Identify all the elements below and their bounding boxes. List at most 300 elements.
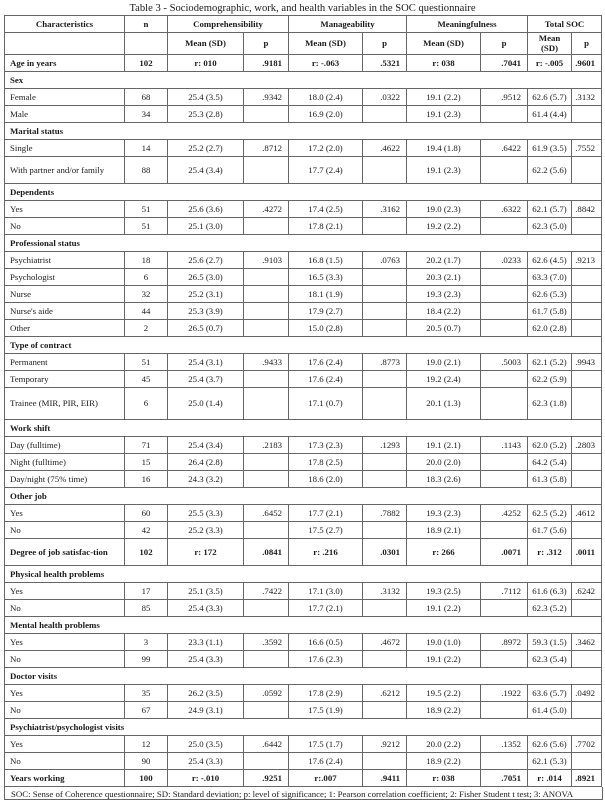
header-comprehensibility: Comprehensibility [168, 16, 289, 33]
cell-p-value: .4252 [481, 504, 528, 521]
header-p: p [572, 33, 602, 55]
cell-mean-sd: 17.5 (1.9) [289, 701, 363, 718]
cell-p-value: .7552 [572, 139, 602, 156]
cell-mean-sd: 20.0 (2.0) [407, 453, 481, 470]
table-row [5, 582, 602, 599]
cell-n: 100 [125, 769, 168, 786]
cell-mean-sd: 17.6 (2.4) [289, 353, 363, 370]
cell-p-value: .6212 [363, 684, 407, 701]
cell-p-value: .9601 [572, 54, 602, 71]
cell-p-value: .9251 [244, 769, 289, 786]
row-label: Other [5, 319, 125, 336]
cell-mean-sd: 18.3 (2.6) [407, 470, 481, 487]
cell-p-value [481, 470, 528, 487]
cell-p-value: .8921 [572, 769, 602, 786]
cell-p-value [363, 701, 407, 718]
header-total-soc: Total SOC [528, 16, 602, 33]
cell-p-value: .1922 [481, 684, 528, 701]
cell-p-value [572, 302, 602, 319]
cell-n: 44 [125, 302, 168, 319]
row-label: Male [5, 105, 125, 122]
cell-p-value [481, 156, 528, 183]
cell-n: 14 [125, 139, 168, 156]
section-row [5, 122, 602, 139]
stat-row [5, 538, 602, 565]
cell-p-value: .0841 [244, 538, 289, 565]
cell-p-value: .0233 [481, 251, 528, 268]
cell-p-value [481, 302, 528, 319]
table-row [5, 370, 602, 387]
cell-n: 51 [125, 200, 168, 217]
cell-mean-sd: 17.1 (0.7) [289, 387, 363, 419]
cell-p-value [363, 319, 407, 336]
row-label: No [5, 752, 125, 769]
cell-n: 6 [125, 268, 168, 285]
cell-n: 45 [125, 370, 168, 387]
table-row [5, 735, 602, 752]
cell-mean-sd: 24.3 (3.2) [168, 470, 244, 487]
section-label: Sex [5, 71, 602, 88]
cell-p-value [244, 105, 289, 122]
cell-p-value [244, 470, 289, 487]
cell-p-value: .0592 [244, 684, 289, 701]
section-label: Type of contract [5, 336, 602, 353]
cell-p-value: .0763 [363, 251, 407, 268]
cell-mean-sd: 25.2 (3.1) [168, 285, 244, 302]
cell-p-value: .0492 [572, 684, 602, 701]
cell-p-value [244, 453, 289, 470]
cell-mean-sd: 17.6 (2.4) [289, 752, 363, 769]
row-label: Trainee (MIR, PIR, EIR) [5, 387, 125, 419]
row-label: Nurse [5, 285, 125, 302]
cell-p-value [481, 268, 528, 285]
cell-p-value: .0322 [363, 88, 407, 105]
table-row [5, 453, 602, 470]
cell-mean-sd: 16.8 (1.5) [289, 251, 363, 268]
table-row [5, 285, 602, 302]
cell-mean-sd: 19.0 (2.1) [407, 353, 481, 370]
cell-mean-sd: 25.4 (3.5) [168, 88, 244, 105]
cell-p-value [481, 521, 528, 538]
cell-n: 68 [125, 88, 168, 105]
cell-p-value: .5321 [363, 54, 407, 71]
cell-p-value: .0071 [481, 538, 528, 565]
cell-mean-sd: 25.1 (3.0) [168, 217, 244, 234]
row-label: Day/night (75% time) [5, 470, 125, 487]
section-row [5, 565, 602, 582]
cell-p-value [572, 370, 602, 387]
cell-mean-sd: 62.6 (4.5) [528, 251, 572, 268]
cell-mean-sd: 62.1 (5.2) [528, 353, 572, 370]
cell-mean-sd: 17.7 (2.1) [289, 599, 363, 616]
cell-mean-sd: 19.3 (2.5) [407, 582, 481, 599]
cell-mean-sd: 61.7 (5.6) [528, 521, 572, 538]
cell-mean-sd: r: .014 [528, 769, 572, 786]
cell-p-value: .7051 [481, 769, 528, 786]
cell-p-value: .3592 [244, 633, 289, 650]
cell-p-value [363, 285, 407, 302]
cell-mean-sd: 19.1 (2.1) [407, 436, 481, 453]
cell-mean-sd: 19.3 (2.3) [407, 504, 481, 521]
cell-p-value [481, 650, 528, 667]
cell-p-value [363, 370, 407, 387]
cell-p-value [244, 285, 289, 302]
table-row [5, 156, 602, 183]
cell-mean-sd: 25.4 (3.3) [168, 599, 244, 616]
cell-mean-sd: 25.4 (3.3) [168, 752, 244, 769]
table-row [5, 200, 602, 217]
row-label: Years working [5, 769, 125, 786]
cell-p-value: .9411 [363, 769, 407, 786]
row-label: No [5, 701, 125, 718]
table-row [5, 105, 602, 122]
table-row [5, 302, 602, 319]
cell-n: 17 [125, 582, 168, 599]
cell-mean-sd: 18.6 (2.0) [289, 470, 363, 487]
cell-p-value [363, 521, 407, 538]
table-caption: Table 3 - Sociodemographic, work, and health variables in the SOC questionnaire [129, 3, 476, 14]
row-label: Nurse's aide [5, 302, 125, 319]
cell-mean-sd: r: 010 [168, 54, 244, 71]
row-label: Night (fulltime) [5, 453, 125, 470]
cell-mean-sd: 20.3 (2.1) [407, 268, 481, 285]
cell-mean-sd: 15.0 (2.8) [289, 319, 363, 336]
cell-p-value: .3132 [572, 88, 602, 105]
cell-n: 3 [125, 633, 168, 650]
table-row [5, 684, 602, 701]
cell-p-value [363, 105, 407, 122]
cell-mean-sd: 17.2 (2.0) [289, 139, 363, 156]
section-row [5, 336, 602, 353]
table-row [5, 752, 602, 769]
row-label: No [5, 599, 125, 616]
cell-p-value [244, 752, 289, 769]
table-row [5, 470, 602, 487]
cell-p-value: .2803 [572, 436, 602, 453]
cell-mean-sd: 62.1 (5.3) [528, 752, 572, 769]
cell-p-value [363, 599, 407, 616]
header-p: p [244, 33, 289, 55]
cell-p-value: .9433 [244, 353, 289, 370]
row-label: Psychologist [5, 268, 125, 285]
cell-p-value: .7882 [363, 504, 407, 521]
row-label: Yes [5, 633, 125, 650]
cell-p-value: .6422 [481, 139, 528, 156]
cell-n: 85 [125, 599, 168, 616]
cell-p-value [572, 599, 602, 616]
cell-p-value: .9512 [481, 88, 528, 105]
section-row [5, 667, 602, 684]
cell-p-value [244, 156, 289, 183]
cell-mean-sd: 17.6 (2.4) [289, 370, 363, 387]
cell-mean-sd: 18.4 (2.2) [407, 302, 481, 319]
cell-n: 102 [125, 54, 168, 71]
cell-p-value [363, 650, 407, 667]
header-mean-sd: Mean (SD) [407, 33, 481, 55]
table-row [5, 599, 602, 616]
row-label: Yes [5, 684, 125, 701]
header-mean-sd: Mean (SD) [168, 33, 244, 55]
cell-mean-sd: 17.5 (2.7) [289, 521, 363, 538]
table-row [5, 251, 602, 268]
cell-p-value [244, 599, 289, 616]
table-row [5, 353, 602, 370]
section-label: Physical health problems [5, 565, 602, 582]
table-row [5, 633, 602, 650]
cell-mean-sd: 25.1 (3.5) [168, 582, 244, 599]
table-row [5, 139, 602, 156]
cell-p-value [244, 268, 289, 285]
cell-mean-sd: 19.1 (2.2) [407, 599, 481, 616]
cell-mean-sd: 19.1 (2.3) [407, 156, 481, 183]
cell-mean-sd: 26.2 (3.5) [168, 684, 244, 701]
cell-p-value [481, 217, 528, 234]
row-label: Yes [5, 582, 125, 599]
cell-mean-sd: 17.9 (2.7) [289, 302, 363, 319]
cell-n: 51 [125, 353, 168, 370]
row-label: No [5, 521, 125, 538]
cell-p-value [572, 453, 602, 470]
section-label: Psychiatrist/psychologist visits [5, 718, 602, 735]
cell-p-value [481, 701, 528, 718]
cell-mean-sd: 17.8 (2.1) [289, 217, 363, 234]
cell-p-value [572, 268, 602, 285]
cell-mean-sd: 62.3 (5.2) [528, 599, 572, 616]
cell-p-value [363, 470, 407, 487]
cell-p-value: .6442 [244, 735, 289, 752]
row-label: Yes [5, 735, 125, 752]
cell-n: 34 [125, 105, 168, 122]
cell-mean-sd: 25.5 (3.3) [168, 504, 244, 521]
table-row [5, 521, 602, 538]
row-label: Temporary [5, 370, 125, 387]
cell-mean-sd: 61.4 (5.0) [528, 701, 572, 718]
cell-mean-sd: 25.0 (1.4) [168, 387, 244, 419]
row-label: With partner and/or family [5, 156, 125, 183]
cell-mean-sd: 19.2 (2.2) [407, 217, 481, 234]
cell-mean-sd: 25.4 (3.4) [168, 156, 244, 183]
table-row [5, 268, 602, 285]
cell-p-value: .4612 [572, 504, 602, 521]
cell-mean-sd: 61.4 (4.4) [528, 105, 572, 122]
cell-mean-sd: 61.7 (5.8) [528, 302, 572, 319]
cell-p-value: .3162 [363, 200, 407, 217]
header-row-2 [5, 33, 602, 55]
cell-p-value [363, 453, 407, 470]
cell-p-value: .9342 [244, 88, 289, 105]
cell-mean-sd: 62.5 (5.2) [528, 504, 572, 521]
cell-mean-sd: 23.3 (1.1) [168, 633, 244, 650]
row-label: Permanent [5, 353, 125, 370]
header-empty-2 [125, 33, 168, 55]
header-empty-1 [5, 33, 125, 55]
row-label: Single [5, 139, 125, 156]
cell-p-value [244, 217, 289, 234]
cell-p-value [572, 470, 602, 487]
cell-mean-sd: 61.6 (6.3) [528, 582, 572, 599]
cell-mean-sd: 20.5 (0.7) [407, 319, 481, 336]
cell-p-value [363, 752, 407, 769]
cell-mean-sd: 26.5 (3.0) [168, 268, 244, 285]
cell-mean-sd: r: 266 [407, 538, 481, 565]
cell-mean-sd: 62.2 (5.6) [528, 156, 572, 183]
cell-mean-sd: 25.4 (3.7) [168, 370, 244, 387]
table-row [5, 504, 602, 521]
cell-mean-sd: 19.0 (2.3) [407, 200, 481, 217]
cell-mean-sd: 17.8 (2.5) [289, 453, 363, 470]
cell-mean-sd: 25.0 (3.5) [168, 735, 244, 752]
cell-n: 60 [125, 504, 168, 521]
row-label: No [5, 217, 125, 234]
cell-p-value [244, 387, 289, 419]
cell-p-value [244, 302, 289, 319]
cell-mean-sd: 62.2 (5.9) [528, 370, 572, 387]
cell-p-value: .9213 [572, 251, 602, 268]
cell-mean-sd: 19.0 (1.0) [407, 633, 481, 650]
cell-p-value: .4672 [363, 633, 407, 650]
cell-n: 6 [125, 387, 168, 419]
cell-mean-sd: 61.3 (5.8) [528, 470, 572, 487]
cell-p-value: .0301 [363, 538, 407, 565]
cell-mean-sd: 26.5 (0.7) [168, 319, 244, 336]
cell-mean-sd: 17.8 (2.9) [289, 684, 363, 701]
cell-p-value [572, 521, 602, 538]
cell-p-value: .5003 [481, 353, 528, 370]
cell-n: 35 [125, 684, 168, 701]
table-row [5, 387, 602, 419]
cell-mean-sd: 19.2 (2.4) [407, 370, 481, 387]
cell-p-value: .8972 [481, 633, 528, 650]
cell-p-value [572, 387, 602, 419]
cell-mean-sd: 64.2 (5.4) [528, 453, 572, 470]
cell-mean-sd: 62.3 (5.0) [528, 217, 572, 234]
header-characteristics: Characteristics [5, 16, 125, 33]
header-p: p [363, 33, 407, 55]
cell-p-value [572, 319, 602, 336]
row-label: Day (fulltime) [5, 436, 125, 453]
cell-p-value [481, 105, 528, 122]
cell-mean-sd: 59.3 (1.5) [528, 633, 572, 650]
cell-mean-sd: 17.1 (3.0) [289, 582, 363, 599]
cell-p-value: .4622 [363, 139, 407, 156]
cell-n: 102 [125, 538, 168, 565]
section-label: Mental health problems [5, 616, 602, 633]
cell-p-value: .6452 [244, 504, 289, 521]
cell-n: 67 [125, 701, 168, 718]
cell-mean-sd: 16.9 (2.0) [289, 105, 363, 122]
section-label: Work shift [5, 419, 602, 436]
cell-n: 88 [125, 156, 168, 183]
section-label: Dependents [5, 183, 602, 200]
table-row [5, 650, 602, 667]
cell-mean-sd: 25.4 (3.1) [168, 353, 244, 370]
cell-p-value: .2183 [244, 436, 289, 453]
cell-mean-sd: 17.3 (2.3) [289, 436, 363, 453]
soc-table [4, 15, 602, 787]
cell-n: 42 [125, 521, 168, 538]
cell-p-value [363, 217, 407, 234]
section-label: Marital status [5, 122, 602, 139]
cell-p-value [363, 387, 407, 419]
cell-n: 18 [125, 251, 168, 268]
cell-mean-sd: 16.5 (3.3) [289, 268, 363, 285]
cell-mean-sd: 24.9 (3.1) [168, 701, 244, 718]
cell-mean-sd: 18.9 (2.1) [407, 521, 481, 538]
cell-mean-sd: r: .216 [289, 538, 363, 565]
section-row [5, 487, 602, 504]
cell-p-value [572, 217, 602, 234]
cell-p-value [481, 387, 528, 419]
cell-p-value [244, 521, 289, 538]
cell-p-value [244, 701, 289, 718]
cell-mean-sd: 62.3 (5.4) [528, 650, 572, 667]
cell-mean-sd: 62.6 (5.3) [528, 285, 572, 302]
cell-p-value: .8842 [572, 200, 602, 217]
cell-mean-sd: 17.7 (2.4) [289, 156, 363, 183]
section-label: Doctor visits [5, 667, 602, 684]
cell-n: 99 [125, 650, 168, 667]
header-mean-sd: Mean (SD) [289, 33, 363, 55]
row-label: Age in years [5, 54, 125, 71]
cell-mean-sd: 25.4 (3.4) [168, 436, 244, 453]
cell-p-value [363, 302, 407, 319]
header-row-1 [5, 16, 602, 33]
cell-mean-sd: 19.1 (2.2) [407, 650, 481, 667]
cell-p-value [244, 319, 289, 336]
cell-p-value: .0011 [572, 538, 602, 565]
cell-mean-sd: r: -.005 [528, 54, 572, 71]
cell-p-value: .6322 [481, 200, 528, 217]
cell-p-value: .8712 [244, 139, 289, 156]
header-mean-sd: Mean (SD) [528, 33, 572, 55]
cell-mean-sd: 20.0 (2.2) [407, 735, 481, 752]
cell-p-value [572, 650, 602, 667]
cell-mean-sd: 62.1 (5.7) [528, 200, 572, 217]
cell-p-value: .7422 [244, 582, 289, 599]
cell-mean-sd: 17.6 (2.3) [289, 650, 363, 667]
section-row [5, 419, 602, 436]
cell-mean-sd: 62.6 (5.6) [528, 735, 572, 752]
cell-p-value [572, 701, 602, 718]
cell-p-value: .1293 [363, 436, 407, 453]
cell-p-value: .7041 [481, 54, 528, 71]
cell-p-value [244, 650, 289, 667]
cell-p-value [481, 599, 528, 616]
cell-n: 90 [125, 752, 168, 769]
cell-mean-sd: r:.007 [289, 769, 363, 786]
cell-n: 16 [125, 470, 168, 487]
cell-mean-sd: 25.6 (2.7) [168, 251, 244, 268]
cell-mean-sd: r: -.063 [289, 54, 363, 71]
cell-p-value [481, 370, 528, 387]
cell-p-value [481, 752, 528, 769]
cell-p-value: .6242 [572, 582, 602, 599]
section-row [5, 183, 602, 200]
section-row [5, 71, 602, 88]
table-row [5, 88, 602, 105]
cell-mean-sd: 18.9 (2.2) [407, 752, 481, 769]
section-label: Professional status [5, 234, 602, 251]
cell-mean-sd: 19.1 (2.3) [407, 105, 481, 122]
cell-p-value [572, 156, 602, 183]
table-row [5, 217, 602, 234]
cell-mean-sd: 25.2 (2.7) [168, 139, 244, 156]
cell-p-value [363, 156, 407, 183]
row-label: Female [5, 88, 125, 105]
cell-mean-sd: r: 172 [168, 538, 244, 565]
cell-mean-sd: r: 038 [407, 769, 481, 786]
cell-mean-sd: 18.1 (1.9) [289, 285, 363, 302]
